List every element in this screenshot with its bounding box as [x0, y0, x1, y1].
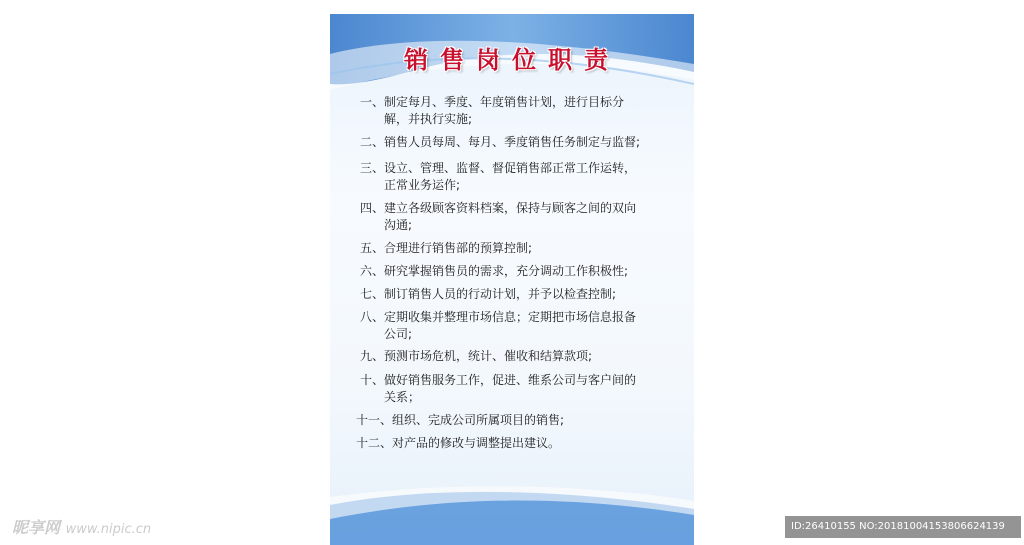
- duty-item-number: 五、: [359, 241, 384, 255]
- duty-item-line: 定期收集并整理市场信息；定期把市场信息报备: [384, 310, 637, 324]
- duty-item-number: 八、: [359, 310, 384, 324]
- duty-item-text: [384, 200, 636, 234]
- duty-item-text: [392, 412, 564, 429]
- watermark-brand: [12, 515, 151, 538]
- duty-item-line: 设立、管理、监督、督促销售部正常工作运转，: [384, 161, 637, 175]
- duty-item-number: 十二、: [355, 436, 392, 450]
- watermark-id-bar: ID:26410155 NO:20181004153806624139: [785, 516, 1021, 538]
- duty-item: [352, 412, 564, 429]
- duty-item: [330, 200, 636, 234]
- duty-item: [330, 372, 636, 406]
- duty-item-number: 三、: [359, 161, 384, 175]
- duty-item-line: 解，并执行实施;: [384, 112, 473, 126]
- duty-item: [352, 435, 560, 452]
- duty-item-number: 九、: [359, 349, 384, 363]
- duty-item-line: 制定每月、季度、年度销售计划，进行目标分: [384, 95, 625, 109]
- duty-item: [330, 240, 532, 257]
- duty-item-number: 七、: [359, 287, 384, 301]
- duty-item-line: 建立各级顾客资料档案，保持与顾客之间的双向: [384, 201, 637, 215]
- duty-item: [330, 286, 616, 303]
- bottom-wave-decoration: [330, 475, 694, 545]
- duty-item-number: 六、: [359, 264, 384, 278]
- duty-item-line: 关系；: [384, 390, 421, 404]
- duty-item-number: 一、: [359, 95, 384, 109]
- watermark-site-text: www.nipic.cn: [65, 522, 152, 537]
- duty-item-line: 公司;: [384, 327, 413, 341]
- duty-item: [330, 263, 628, 280]
- duty-item-text: [392, 435, 560, 452]
- duty-item-line: 正常业务运作;: [384, 178, 461, 192]
- duty-item-text: [384, 348, 592, 365]
- duty-item-number: 二、: [359, 135, 384, 149]
- duty-item: [330, 309, 636, 343]
- duty-item-line: 研究掌握销售员的需求，充分调动工作积极性;: [384, 264, 629, 278]
- duty-item-text: [384, 286, 616, 303]
- duty-item-line: 对产品的修改与调整提出建议。: [392, 436, 561, 450]
- duty-item-text: [384, 240, 532, 257]
- poster: [330, 14, 694, 545]
- duty-item-line: 组织、完成公司所属项目的销售;: [392, 413, 565, 427]
- duty-item-line: 预测市场危机，统计、催收和结算款项;: [384, 349, 593, 363]
- duty-item-number: 十、: [359, 373, 384, 387]
- duty-item-text: [384, 309, 636, 343]
- duty-item-line: 做好销售服务工作，促进、维系公司与客户间的: [384, 373, 637, 387]
- duty-item-line: 制订销售人员的行动计划，并予以检查控制;: [384, 287, 617, 301]
- duty-item-text: [384, 134, 640, 151]
- watermark-brand-text: 昵享网: [12, 518, 61, 537]
- poster-title: 销售岗位职责: [404, 46, 620, 74]
- duty-item-line: 沟通;: [384, 218, 413, 232]
- duty-item: [330, 160, 636, 194]
- duty-item-line: 合理进行销售部的预算控制;: [384, 241, 533, 255]
- duty-item: [330, 94, 624, 128]
- duty-item-text: [384, 94, 624, 128]
- duty-item-number: 十一、: [355, 413, 392, 427]
- duty-item-text: [384, 160, 636, 194]
- duty-item-text: [384, 263, 628, 280]
- duty-item-text: [384, 372, 636, 406]
- duty-item: [330, 348, 592, 365]
- duty-item-line: 销售人员每周、每月、季度销售任务制定与监督;: [384, 135, 641, 149]
- duty-item: [330, 134, 640, 151]
- duty-item-number: 四、: [359, 201, 384, 215]
